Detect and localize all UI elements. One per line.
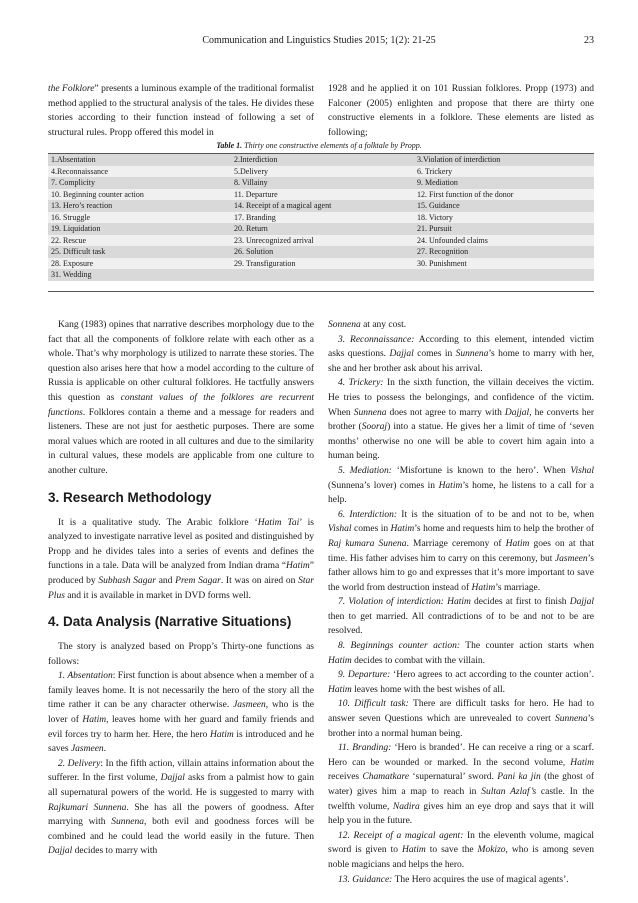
table-row xyxy=(48,189,594,201)
table-row xyxy=(48,166,594,178)
table-cell xyxy=(231,269,414,281)
paragraph-branding: 11. Branding: ‘Hero is branded’. He can receive a ring or a scarf. Hero can be wounded or marked. In the second volume, Hatim receives Chamatkare ‘supernatural’ sword. Pani ka jin (the ghost of water) gives him a map to reach in Sultan Azlaf’s castle. In the twelfth volume, Nadira gives him an eye drop and says that it will help you in the future. xyxy=(328,743,595,827)
paragraph-departure: 9. Departure: ‘Hero agrees to act according to the counter action’. Hatim leaves home with the best wishes of all. xyxy=(328,670,595,695)
paragraph-mediation: 5. Mediation: ‘Misfortune is known to the hero’. When Vishal (Sunnena’s lover) comes in Hatim’s home, he listens to a call for a help. xyxy=(328,465,594,506)
paragraph-violation-of-interdiction: 7. Violation of interdiction: Hatim decides at first to finish Dajjal then to get married. All contradictions of to be and not to be are resolved. xyxy=(328,597,594,637)
table-row xyxy=(48,212,594,224)
table-row xyxy=(48,269,594,281)
paragraph-absentation: 1. Absentation: First function is about absence when a member of a family leaves home. It is not necessarily the hero of the story all the time rather it can be any character otherwise. Jasmeen, who is the lover of Hatim, leaves home with her guard and family friends and evil forces try to harm her. Here, the hero Hatim is introduced and he saves Jasmeen. xyxy=(48,671,315,755)
table-cell: 22. Rescue xyxy=(48,235,231,247)
paragraph-receipt-of-magical-agent: 12. Receipt of a magical agent: In the eleventh volume, magical sword is given to Hatim to save the Mokizo, who is among seven noble magicians and helps the hero. xyxy=(328,830,595,870)
table-cell: 24. Unfounded claims xyxy=(414,235,594,247)
table-cell: 2.Interdiction xyxy=(231,154,414,166)
table-caption-text: Thirty one constructive elements of a folktale by Propp. xyxy=(242,141,422,150)
paragraph-trickery: 4. Trickery: In the sixth function, the villain deceives the victim. He tries to possess the belongings, and confidence of the victim. When Sunnena does not agree to marry with Dajjal, he converts her brother (Sooraj) into a statue. He gives her a limit of time of ‘seven months’ otherwise no one will be able to covert him again into a human being. xyxy=(328,378,595,462)
table-cell: 13. Hero’s reaction xyxy=(48,200,231,212)
paragraph-guidance: 13. Guidance: The Hero acquires the use of magical agents’. xyxy=(338,874,569,885)
table-row xyxy=(48,200,594,212)
paragraph-interdiction: 6. Interdiction: It is the situation of to be and not to be, when Vishal comes in Hatim’s home and requests him to help the brother of Raj kumara Sunena. Marriage ceremony of Hatim goes on at that time. His father advises him to carry on this ceremony, but Jasmeen’s father allows him to go and expresses that it’s more important to save the world from destruction instead of Hatim’s marriage. xyxy=(328,509,594,593)
table-cell: 29. Transfiguration xyxy=(231,258,414,270)
table-cell: 4.Reconnaissance xyxy=(48,166,231,178)
table-cell: 25. Difficult task xyxy=(48,246,231,258)
table-cell: 26. Solution xyxy=(231,246,414,258)
intro-left-column xyxy=(48,82,314,140)
table-cell: 20. Return xyxy=(231,223,414,235)
intro-left-text: ” presents a luminous example of the traditional formalist method applied to the structural analysis of the tales. He divides these stories according to their function instead of following a set of structural rules. Propp offered this model in xyxy=(48,84,315,138)
table-cell: 9. Mediation xyxy=(414,177,594,189)
table-row xyxy=(48,223,594,235)
table-cell: 7. Complicity xyxy=(48,177,231,189)
table-cell: 10. Beginning counter action xyxy=(48,189,231,201)
table-cell: 11. Departure xyxy=(231,189,414,201)
table-row xyxy=(48,258,594,270)
body-left-column xyxy=(48,318,314,859)
paragraph-difficult-task: 10. Difficult task: There are difficult tasks for hero. He had to answer seven Questions which are unrevealed to covert Sunnena’s brother into a normal human being. xyxy=(328,699,594,739)
intro-left-paragraph xyxy=(48,82,314,140)
table-cell: 16. Struggle xyxy=(48,212,231,224)
table-row xyxy=(48,177,594,189)
table-cell: 1.Absentation xyxy=(48,154,231,166)
table-cell: 19. Liquidation xyxy=(48,223,231,235)
table-cell: 14. Receipt of a magical agent xyxy=(231,200,414,212)
folklore-title: the Folklore xyxy=(48,84,95,94)
table-cell: 18. Victory xyxy=(414,212,594,224)
table-caption xyxy=(0,141,638,150)
paragraph-research-methodology: It is a qualitative study. The Arabic folklore ‘Hatim Tai’ is analyzed to investigate narrative level as posited and distinguished by Propp and he divides tales into a series of events and defines the functions in a tale. Data will be analyzed from Indian drama “Hatim” produced by Subhash Sagar and Prem Sagar. It was on aired on Star Plus and it is available in market in DVD forms well. xyxy=(48,517,314,601)
table-cell: 12. First function of the donor xyxy=(414,189,594,201)
table-row xyxy=(48,154,594,166)
journal-citation: Communication and Linguistics Studies 2015; 1(2): 21-25 xyxy=(202,35,436,46)
table-cell: 23. Unrecognized arrival xyxy=(231,235,414,247)
table-cell: 31. Wedding xyxy=(48,269,231,281)
running-header xyxy=(0,35,638,49)
paragraph-reconnaissance: 3. Reconnaissance: According to this element, intended victim asks questions. Dajjal comes in Sunnena’s home to marry with her, she and her brother ask about his arrival. xyxy=(328,334,595,374)
propp-functions-table xyxy=(48,154,594,281)
paragraph-kang: Kang (1983) opines that narrative describes morphology due to the fact that all the components of folklore relate with each other as a whole. That’s why morphology is utilized to narrate these stories. The question also arises here that how a model according to the culture of Russia is applicable on other cultural folklores. He tactfully answers this question as constant values of the folklores are recurrent functions. Folklores contain a theme and a message for readers and listeners. These are not just for aesthetic purposes. There are some moral values which are rooted in all cultures and due to the similarity in cultural values, these models are applicable from one culture to another culture. xyxy=(48,320,314,476)
paragraph-data-analysis-intro: The story is analyzed based on Propp’s Thirty-one functions as follows: xyxy=(48,642,314,667)
paragraph-counter-action: 8. Beginnings counter action: The counter action starts when Hatim decides to combat with the villain. xyxy=(328,641,594,666)
body-right-column xyxy=(328,318,594,887)
intro-right-column xyxy=(328,82,594,140)
table-cell: 15. Guidance xyxy=(414,200,594,212)
table-cell: 3.Violation of interdiction xyxy=(414,154,594,166)
table-cell xyxy=(414,269,594,281)
table-cell: 21. Pursuit xyxy=(414,223,594,235)
paragraph-delivery: 2. Delivery: In the fifth action, villain attains information about the sufferer. In the first volume, Dajjal asks from a palmist how to gain all supernatural powers of the world. He is suggested to marry with Rajkumari Sunnena. She has all the powers of goodness. After marrying with Sunnena, both evil and goodness forces will be combined and he could lead the world easily in the future. Then Dajjal decides to marry with xyxy=(48,758,314,857)
table-cell: 27. Recognition xyxy=(414,246,594,258)
table-caption-label: Table 1. xyxy=(216,141,243,150)
intro-right-paragraph: 1928 and he applied it on 101 Russian folklores. Propp (1973) and Falconer (2005) enlighten and propose that there are thirty one constructive elements in a folklore. These elements are listed as following; xyxy=(328,84,594,138)
table-cell: 30. Punishment xyxy=(414,258,594,270)
table-cell: 5.Delivery xyxy=(231,166,414,178)
table-bottom-rule xyxy=(48,291,594,292)
table-cell: 8. Villainy xyxy=(231,177,414,189)
table-row xyxy=(48,246,594,258)
table-cell: 6. Trickery xyxy=(414,166,594,178)
table-row xyxy=(48,235,594,247)
table-cell: 17. Branding xyxy=(231,212,414,224)
table-cell: 28. Exposure xyxy=(48,258,231,270)
section-heading-data-analysis: 4. Data Analysis (Narrative Situations) xyxy=(48,614,292,630)
page-number: 23 xyxy=(584,35,594,46)
paragraph-continuation: Sonnena at any cost. xyxy=(328,320,407,330)
section-heading-research-methodology: 3. Research Methodology xyxy=(48,489,212,505)
